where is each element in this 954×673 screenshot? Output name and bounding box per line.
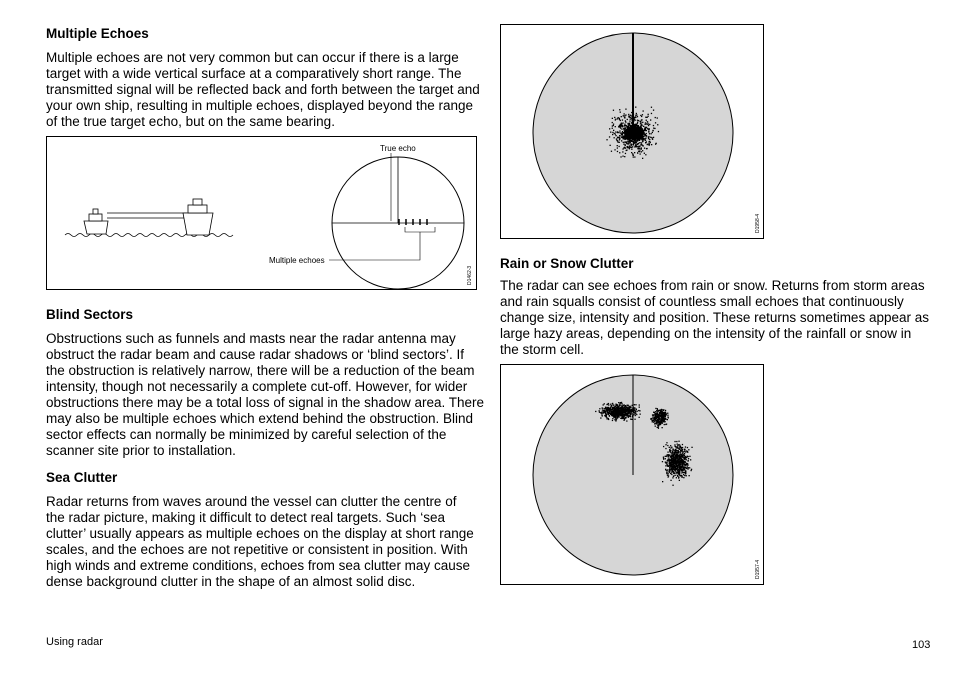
own-ship-icon [84,209,108,234]
multiple-echoes-paragraph: Multiple echoes are not very common but can occur if there is a large target with a wide vertical surface at a comparatively short range. The transmitted signal will be reflected back and forth between the target and your own ship, resulting in multiple echoes, displayed beyond the range of the true target echo, but on the same bearing. [46,50,480,129]
target-ship-icon [183,199,213,235]
multiple-echoes-figure [46,136,477,290]
figure-code: D1462-3 [467,265,473,285]
page-number: 103 [912,639,931,651]
multiple-echoes-label: Multiple echoes [269,256,325,265]
true-echo-label: True echo [380,144,416,153]
sea-clutter-paragraph: Radar returns from waves around the vessel can clutter the centre of the radar picture, making it difficult to detect real targets. Such ‘sea clutter’ usually appears as multiple echoes on the display at short range scales, and the echoes are not repetitive or consistent in position. With high winds and extreme conditions, echoes from sea clutter may cause dense background clutter in the shape of an almost solid disc. [46,494,474,589]
rain-clutter-radar [501,365,765,586]
sea-clutter-heading: Sea Clutter [46,470,118,485]
rain-snow-paragraph: The radar can see echoes from rain or snow. Returns from storm areas and rain squalls consist of countless small echoes that continuously change size, intensity and position. These returns sometimes appear as large hazy areas, depending on the intensity of the rainfall or snow in the storm cell. [500,278,929,357]
multiple-echoes-diagram [47,137,478,291]
footer-section: Using radar [46,636,103,648]
blind-sectors-heading: Blind Sectors [46,307,134,322]
multiple-echoes-heading: Multiple Echoes [46,26,149,41]
figure-code: D1957-4 [755,559,761,579]
blind-sectors-paragraph: Obstructions such as funnels and masts near the radar antenna may obstruct the radar beam and cause radar shadows or ‘blind sectors’. If the obstruction is relatively narrow, there will be a reduction of the beam intensity, though not necessarily a complete cut-off. However, for wider obstructions there may be a total loss of signal in the shadow area. There may also be multiple echoes which extend behind the obstruction. Blind sector effects can normally be minimized by careful selection of the scanner site prior to installation. [46,331,484,458]
sea-clutter-figure [500,24,764,239]
rain-snow-heading: Rain or Snow Clutter [500,256,634,271]
rain-clutter-figure [500,364,764,585]
sea-clutter-radar [501,25,765,240]
figure-code: D1958-4 [755,213,761,233]
